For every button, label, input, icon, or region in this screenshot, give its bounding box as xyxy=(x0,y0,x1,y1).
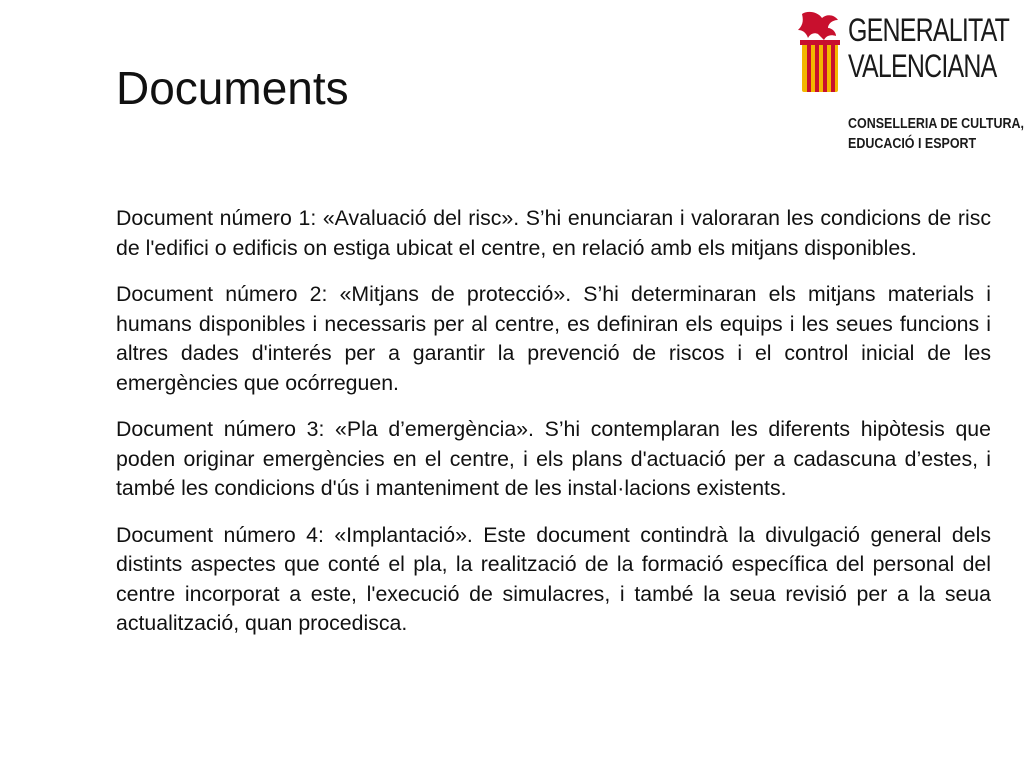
paragraph-document-2: Document número 2: «Mitjans de protecció». S’hi determinaran els mitjans materials i humans disponibles i necessaris per al centre, es definiran els equips i les seues funcions i altres dades d'interés per a garantir la prevenció de riscos i el control inicial de les emergències que ocórreguen. xyxy=(116,282,991,395)
slide-title: Documents xyxy=(116,62,349,114)
logo-department xyxy=(848,114,1024,154)
logo-name-line1: GENERALITAT xyxy=(848,12,1010,48)
slide-body xyxy=(116,204,991,656)
paragraph-document-1: Document número 1: «Avaluació del risc». S’hi enunciaran i valoraran les condicions de risc de l'edifici o edificis on estiga ubicat el centre, en relació amb els mitjans disponibles. xyxy=(116,206,991,260)
generalitat-logo xyxy=(796,8,1024,158)
paragraph-document-4: Document número 4: «Implantació». Este document contindrà la divulgació general dels distints aspectes que conté el pla, la realització de la formació específica del personal del centre incorporat a este, l'execució de simulacres, i també la seua revisió per a la seua actualització, quan procedisca. xyxy=(116,522,991,635)
logo-name xyxy=(848,12,1009,84)
logo-dept-line1: CONSELLERIA DE CULTURA, xyxy=(848,116,1024,132)
bat-emblem-icon xyxy=(796,10,842,96)
logo-name-line2: VALENCIANA xyxy=(848,48,997,84)
logo-dept-line2: EDUCACIÓ I ESPORT xyxy=(848,136,977,152)
paragraph-document-3: Document número 3: «Pla d’emergència». S’hi contemplaran les diferents hipòtesis que poden originar emergències en el centre, i els plans d'actuació per a cadascuna d’estes, i també les condicions d'ús i manteniment de les instal·lacions existents. xyxy=(116,417,991,500)
